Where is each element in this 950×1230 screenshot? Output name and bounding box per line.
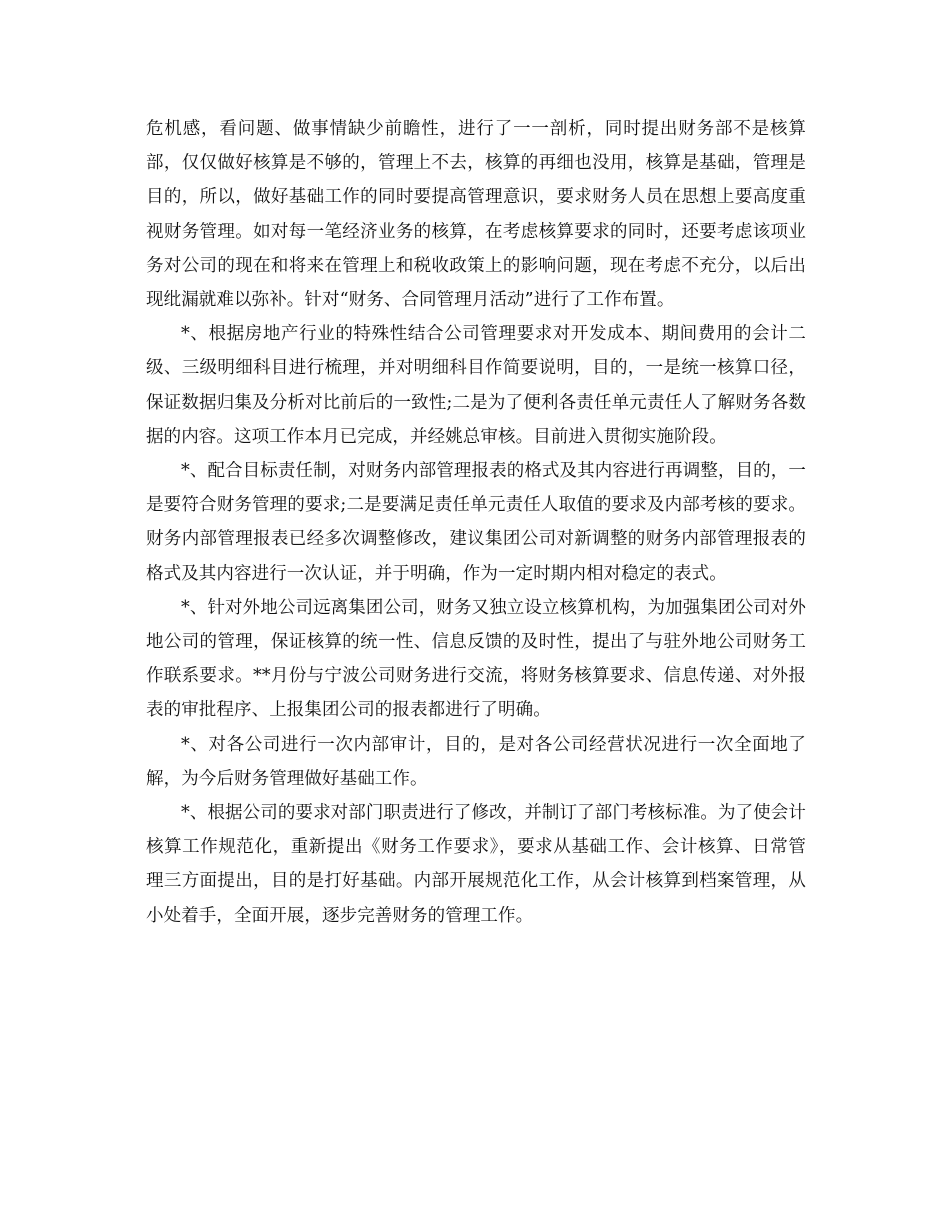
paragraph-1: 危机感，看问题、做事情缺少前瞻性，进行了一一剖析，同时提出财务部不是核算部，仅仅做好核算是不够的，管理上不去，核算的再细也没用，核算是基础，管理是目的，所以，做好基础工作的同时要提高管理意识，要求财务人员在思想上要高度重视财务管理。如对每一笔经济业务的核算，在考虑核算要求的同时，还要考虑该项业务对公司的现在和将来在管理上和税收政策上的影响问题，现在考虑不充分，以后出现纰漏就难以弥补。针对“财务、合同管理月活动”进行了工作布置。 [146,119,806,311]
paragraph-2: *、根据房地产行业的特殊性结合公司管理要求对开发成本、期间费用的会计二级、三级明细科目进行梳理，并对明细科目作简要说明，目的，一是统一核算口径，保证数据归集及分析对比前后的一致性;二是为了便利各责任单元责任人了解财务各数据的内容。这项工作本月已完成，并经姚总审核。目前进入贯彻实施阶段。 [146,324,806,447]
paragraph-4: *、针对外地公司远离集团公司，财务又独立设立核算机构，为加强集团公司对外地公司的管理，保证核算的统一性、信息反馈的及时性，提出了与驻外地公司财务工作联系要求。**月份与宁波公司财务进行交流，将财务核算要求、信息传递、对外报表的审批程序、上报集团公司的报表都进行了明确。 [146,597,807,721]
document-body [146,112,806,933]
paragraph-6: *、根据公司的要求对部门职责进行了修改，并制订了部门考核标准。为了使会计核算工作规范化，重新提出《财务工作要求》，要求从基础工作、会计核算、日常管理三方面提出，目的是打好基础。内部开展规范化工作，从会计核算到档案管理，从小处着手，全面开展，逐步完善财务的管理工作。 [146,803,806,926]
paragraph-5: *、对各公司进行一次内部审计，目的，是对各公司经营状况进行一次全面地了解，为今后财务管理做好基础工作。 [146,734,806,789]
paragraph-3: *、配合目标责任制，对财务内部管理报表的格式及其内容进行再调整，目的，一是要符合财务管理的要求;二是要满足责任单元责任人取值的要求及内部考核的要求。财务内部管理报表已经多次调整修改，建议集团公司对新调整的财务内部管理报表的格式及其内容进行一次认证，并于明确，作为一定时期内相对稳定的表式。 [146,461,806,584]
